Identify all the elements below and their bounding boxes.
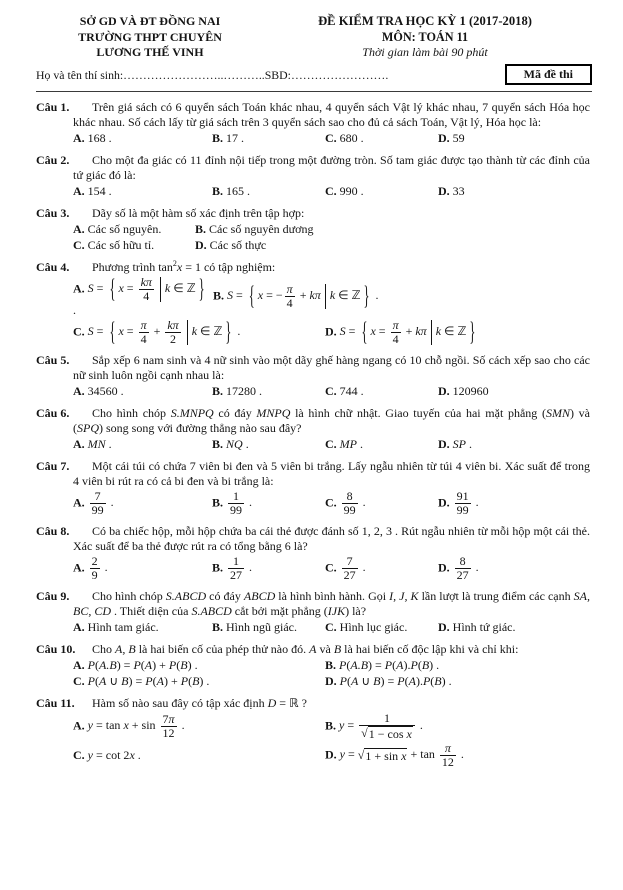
answer-option-a <box>73 184 212 199</box>
option-letter: A. <box>73 183 85 198</box>
answer-option-b <box>212 490 325 517</box>
question <box>36 353 590 399</box>
option-letter: D. <box>325 746 337 761</box>
options-row <box>73 437 590 452</box>
answer-option-d <box>438 184 590 199</box>
option-content: MN . <box>87 436 112 451</box>
option-letter: C. <box>73 747 85 762</box>
option-letter: D. <box>438 559 450 574</box>
question-stem: Trên giá sách có 6 quyển sách Toán khác nhau, 4 quyển sách Vật lý khác nhau, 7 quyển sách Hóa học khác nhau. Số cách lấy từ giá sách trên 3 quyển sách sao cho đủ cả sách Toán, Vật lý, Hóa học là: <box>73 99 590 129</box>
school-block <box>50 14 250 61</box>
question-stem: Dãy số là một hàm số xác định trên tập hợp: <box>92 205 305 220</box>
option-content: 120960 <box>452 383 489 398</box>
option-letter: C. <box>73 237 85 252</box>
option-letter: C. <box>73 323 85 338</box>
option-content: 680 . <box>339 130 364 145</box>
option-letter: A. <box>73 559 85 574</box>
option-content: S = { x = $\frac{\pi}{4}$ + kπ k ∈ ℤ } <box>339 316 476 346</box>
option-content: S = { x = $\frac{\pi}{4}$ + $\frac{k\pi}{2}$ k ∈ ℤ } . <box>87 316 241 346</box>
option-content: MP . <box>339 436 363 451</box>
option-letter: A. <box>73 494 85 509</box>
option-content: y = cot 2x . <box>87 747 141 762</box>
answer-option-b <box>195 222 590 237</box>
answer-option-a <box>73 620 212 635</box>
option-content: P(A ∪ B) = P(A).P(B) . <box>339 673 452 688</box>
option-letter: D. <box>195 237 207 252</box>
option-content: $\frac{91}{99}$ . <box>456 488 479 517</box>
answer-option-b <box>325 658 590 673</box>
option-content: Các số nguyên. <box>87 221 162 236</box>
student-name-sbd-line: Họ và tên thí sinh:……………………..………..SBD:……………………. <box>36 67 389 82</box>
questions <box>0 100 623 769</box>
question-stem: Sắp xếp 6 nam sinh và 4 nữ sinh vào một dãy ghế hàng ngang có 10 chỗ ngồi. Số cách xếp sao cho các nữ sinh luôn ngồi cạnh nhau là: <box>73 352 590 382</box>
answer-option-d <box>325 316 590 346</box>
school-name-line-1: TRƯỜNG THPT CHUYÊN <box>78 29 222 44</box>
answer-option-a <box>73 658 325 673</box>
option-letter: C. <box>73 673 85 688</box>
option-letter: D. <box>325 323 337 338</box>
question-number: Câu 10. <box>36 641 76 656</box>
question <box>36 642 590 689</box>
option-content: 990 . <box>339 183 364 198</box>
option-letter: B. <box>212 494 224 509</box>
answer-option-a <box>73 490 212 517</box>
question <box>36 100 590 146</box>
option-letter: B. <box>212 559 224 574</box>
options-row <box>73 555 590 582</box>
question-stem: Cho hình chóp S.MNPQ có đáy MNPQ là hình chữ nhật. Giao tuyến của hai mặt phẳng (SMN) và (SPQ) song song với đường thẳng nào sau đây? <box>73 405 590 435</box>
option-letter: D. <box>325 673 337 688</box>
option-letter: A. <box>73 619 85 634</box>
question <box>36 153 590 199</box>
option-content: S = { x = − $\frac{\pi}{4}$ + kπ k ∈ ℤ } . <box>227 280 379 311</box>
option-letter: B. <box>325 657 337 672</box>
option-content: 34560 . <box>87 383 124 398</box>
option-letter: C. <box>325 436 337 451</box>
options-row <box>73 712 590 741</box>
options-row <box>73 490 590 517</box>
question <box>36 406 590 452</box>
options-row <box>73 620 590 635</box>
answer-option-a <box>73 384 212 399</box>
question-number: Câu 4. <box>36 259 70 274</box>
options-row <box>73 222 590 237</box>
question-number: Câu 7. <box>36 458 70 473</box>
option-letter: A. <box>73 221 85 236</box>
option-content: Hình lục giác. <box>339 619 408 634</box>
question <box>36 524 590 582</box>
option-content: 744 . <box>339 383 364 398</box>
options-row <box>73 384 590 399</box>
answer-option-b <box>212 384 325 399</box>
option-content: $\frac{8}{99}$ . <box>343 488 366 517</box>
option-content: SP . <box>452 436 473 451</box>
option-content: 59 <box>452 130 465 145</box>
option-letter: D. <box>438 130 450 145</box>
answer-option-d <box>438 131 590 146</box>
option-content: $\frac{8}{27}$ . <box>456 553 479 582</box>
option-letter: B. <box>212 619 224 634</box>
answer-option-c <box>325 384 438 399</box>
answer-option-c <box>325 131 438 146</box>
question-stem: Cho một đa giác có 11 đỉnh nội tiếp trong một đường tròn. Số tam giác được tạo thành từ các đỉnh của tứ giác đó là: <box>73 152 590 182</box>
options-row <box>73 184 590 199</box>
option-letter: A. <box>73 657 85 672</box>
option-letter: A. <box>73 436 85 451</box>
option-content: y = tan x + sin $\frac{7\pi}{12}$ . <box>87 711 185 740</box>
options-row <box>73 674 590 689</box>
option-content: 168 . <box>87 130 112 145</box>
option-content: P(A ∪ B) = P(A) + P(B) . <box>87 673 210 688</box>
option-content: Hình tứ giác. <box>452 619 516 634</box>
answer-option-c <box>325 490 438 517</box>
option-letter: D. <box>438 619 450 634</box>
option-content: 17 . <box>226 130 245 145</box>
answer-option-d <box>438 555 590 582</box>
option-content: $\frac{1}{27}$ . <box>230 553 253 582</box>
option-letter: B. <box>212 436 224 451</box>
option-letter: D. <box>438 183 450 198</box>
option-letter: C. <box>325 383 337 398</box>
option-content: P(A.B) = P(A).P(B) . <box>339 657 440 672</box>
option-content: Các số hữu tỉ. <box>87 237 155 252</box>
option-letter: B. <box>212 130 224 145</box>
options-row <box>73 238 590 253</box>
divider-line <box>36 91 592 92</box>
question <box>36 589 590 635</box>
department-name: SỞ GD VÀ ĐT ĐỒNG NAI <box>79 14 221 28</box>
answer-option-b <box>212 437 325 452</box>
option-letter: C. <box>325 130 337 145</box>
option-content: 17280 . <box>226 383 263 398</box>
question-stem: Hàm số nào sau đây có tập xác định D = ℝ ? <box>92 695 307 710</box>
answer-option-b <box>212 620 325 635</box>
exam-subject: MÔN: TOÁN 11 <box>381 29 469 44</box>
options-row <box>73 742 590 769</box>
option-letter: C. <box>325 183 337 198</box>
exam-duration: Thời gian làm bài 90 phút <box>362 45 488 59</box>
answer-option-a <box>73 437 212 452</box>
answer-option-d <box>195 238 590 253</box>
option-content: Hình tam giác. <box>87 619 159 634</box>
question-number: Câu 3. <box>36 205 70 220</box>
option-letter: B. <box>212 383 224 398</box>
option-content: S = { x = $\frac{k\pi}{4}$ k ∈ ℤ } . <box>73 273 205 317</box>
answer-option-c <box>325 620 438 635</box>
question-stem: Một cái túi có chứa 7 viên bi đen và 5 viên bi trắng. Lấy ngẫu nhiên từ túi 4 viên bi. Xác suất để trong 4 viên bi rút ra có cả bi đen và bi trắng là: <box>73 458 590 488</box>
options-row <box>73 131 590 146</box>
question <box>36 260 590 346</box>
answer-option-a <box>73 273 213 318</box>
answer-option-a <box>73 713 325 740</box>
option-letter: B. <box>195 221 207 236</box>
question <box>36 696 590 769</box>
option-letter: D. <box>438 494 450 509</box>
answer-option-a <box>73 131 212 146</box>
option-letter: B. <box>212 183 224 198</box>
question-number: Câu 9. <box>36 588 70 603</box>
answer-option-c <box>325 437 438 452</box>
question-number: Câu 6. <box>36 405 70 420</box>
question-number: Câu 8. <box>36 523 70 538</box>
answer-option-a <box>73 555 212 582</box>
option-content: $\frac{7}{27}$ . <box>343 553 366 582</box>
option-content: P(A.B) = P(A) + P(B) . <box>87 657 198 672</box>
option-letter: C. <box>325 619 337 634</box>
question-number: Câu 1. <box>36 99 70 114</box>
answer-option-c <box>325 555 438 582</box>
answer-option-c <box>73 238 195 253</box>
option-letter: A. <box>73 280 85 295</box>
answer-option-c <box>73 748 325 763</box>
answer-option-d <box>438 620 590 635</box>
answer-option-b <box>212 184 325 199</box>
exam-code-label: Mã đề thi <box>523 66 573 81</box>
answer-option-d <box>438 437 590 452</box>
answer-option-c <box>73 674 325 689</box>
option-content: NQ . <box>226 436 249 451</box>
option-letter: D. <box>438 436 450 451</box>
option-content: 154 . <box>87 183 112 198</box>
question-number: Câu 11. <box>36 695 75 710</box>
school-name-line-2: LƯƠNG THẾ VINH <box>96 45 204 59</box>
option-content: Các số nguyên dương <box>209 221 314 236</box>
options-row <box>73 316 590 346</box>
answer-option-d <box>438 384 590 399</box>
option-letter: A. <box>73 383 85 398</box>
option-content: $\frac{7}{99}$ . <box>91 488 114 517</box>
option-content: Các số thực <box>209 237 267 252</box>
option-letter: B. <box>325 717 337 732</box>
question-number: Câu 2. <box>36 152 70 167</box>
question-stem: Phương trình $\tan^2x = 1$ có tập nghiệm: <box>92 258 276 274</box>
option-letter: C. <box>325 559 337 574</box>
header <box>0 0 623 61</box>
option-content: $\frac{2}{9}$ . <box>91 553 108 582</box>
question-stem: Cho hình chóp S.ABCD có đáy ABCD là hình bình hành. Gọi I, J, K lần lượt là trung điểm các cạnh SA, BC, CD . Thiết diện của S.ABCD cắt bởi mặt phẳng (IJK) là? <box>73 588 590 618</box>
option-content: $\frac{1}{99}$ . <box>230 488 253 517</box>
answer-option-d <box>438 490 590 517</box>
exam-code-box <box>505 64 592 85</box>
option-content: y = √ 1 + sin x + tan $\frac{\pi}{12}$ . <box>339 740 464 769</box>
option-content: 165 . <box>226 183 251 198</box>
option-letter: D. <box>438 383 450 398</box>
option-letter: A. <box>73 717 85 732</box>
answer-option-c <box>73 316 325 346</box>
answer-option-c <box>325 184 438 199</box>
question-stem: Cho A, B là hai biến cố của phép thử nào đó. A và B là hai biến cố độc lập khi và chỉ khi: <box>92 641 519 656</box>
answer-option-d <box>325 742 590 769</box>
exam-title: ĐỀ KIỂM TRA HỌC KỲ 1 (2017-2018) <box>318 14 532 28</box>
option-letter: A. <box>73 130 85 145</box>
exam-block <box>250 14 600 61</box>
answer-option-b <box>212 555 325 582</box>
answer-option-d <box>325 674 590 689</box>
answer-option-b <box>325 712 590 741</box>
options-row <box>73 273 590 318</box>
option-content: Hình ngũ giác. <box>226 619 298 634</box>
answer-option-a <box>73 222 195 237</box>
option-letter: B. <box>213 288 225 303</box>
option-content: y = 1 √ 1 − cos x . <box>339 710 423 741</box>
options-row <box>73 658 590 673</box>
answer-option-b <box>213 280 590 311</box>
question-number: Câu 5. <box>36 352 70 367</box>
question-stem: Có ba chiếc hộp, mỗi hộp chứa ba cái thẻ được đánh số 1, 2, 3 . Rút ngẫu nhiên từ mỗi hộp một cái thẻ. Xác suất để ba thẻ được rút ra có tổng bằng 6 là? <box>73 523 590 553</box>
student-info-row <box>36 68 592 91</box>
question <box>36 206 590 253</box>
option-letter: C. <box>325 494 337 509</box>
answer-option-b <box>212 131 325 146</box>
option-content: 33 <box>452 183 465 198</box>
question <box>36 459 590 517</box>
